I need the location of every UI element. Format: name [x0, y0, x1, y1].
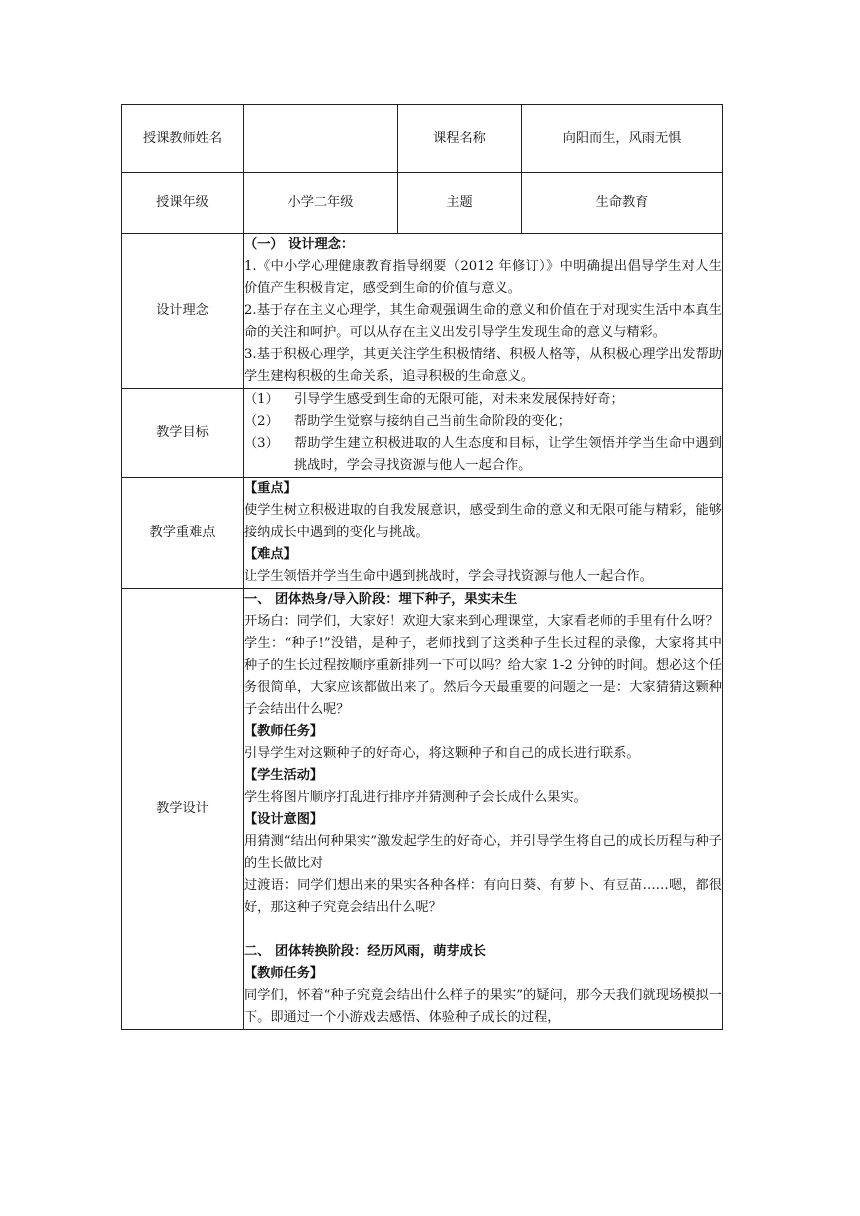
- theme-label: 主题: [398, 173, 522, 234]
- teacher-task-2-text: 同学们，怀着“种子究竟会结出什么样子的果实”的疑问，那今天我们就现场模拟一下。即通过一个小游戏去感悟、体验种子成长的过程，: [244, 988, 722, 1025]
- teaching-goals-content: [244, 389, 723, 478]
- key-point-text: 使学生树立积极进取的自我发展意识，感受到生命的意义和无限可能与精彩，能够接纳成长中遇到的变化与挑战。: [244, 503, 722, 540]
- student-reply: 学生：“种子!”没错，是种子，老师找到了这类种子生长过程的录像，大家将其中种子的生长过程按顺序重新排列一下可以吗？给大家 1-2 分钟的时间。想必这个任务很简单，大家应该都做出来了。然后今天最重要的问题之一是：大家猜猜这颗种子会结出什么呢？: [244, 636, 722, 717]
- goal-number: （3）: [244, 436, 279, 451]
- course-name-value: 向阳而生，风雨无惧: [522, 105, 723, 173]
- goal-text: 帮助学生建立积极进取的人生态度和目标，让学生领悟并学当生命中遇到挑战时，学会寻找资源与他人一起合作。: [294, 436, 722, 473]
- teacher-name-label: 授课教师姓名: [122, 105, 244, 173]
- teacher-task-2-heading: 【教师任务】: [244, 966, 324, 981]
- student-activity-text: 学生将图片顺序打乱进行排序并猜测种子会长成什么果实。: [244, 790, 587, 805]
- design-intent-text: 用猜测“结出何种果实”激发起学生的好奇心，并引导学生将自己的成长历程与种子的生长做比对: [244, 834, 722, 871]
- difficulty-heading: 【难点】: [244, 547, 297, 562]
- theme-value: 生命教育: [522, 173, 723, 234]
- course-name-label: 课程名称: [398, 105, 522, 173]
- design-concept-heading: （一） 设计理念：: [244, 237, 355, 252]
- grade-label: 授课年级: [122, 173, 244, 234]
- key-points-content: [244, 478, 723, 589]
- teaching-design-label: 教学设计: [122, 589, 244, 1030]
- key-point-heading: 【重点】: [244, 481, 297, 496]
- student-activity-heading: 【学生活动】: [244, 768, 324, 783]
- design-concept-item-3: 3.基于积极心理学，其更关注学生积极情绪、积极人格等，从积极心理学出发帮助学生建构积极的生命关系，追寻积极的生命意义。: [244, 347, 722, 384]
- paragraph-spacer: [244, 919, 722, 941]
- teacher-task-text: 引导学生对这颗种子的好奇心，将这颗种子和自己的成长进行联系。: [244, 746, 640, 761]
- teaching-goals-label: 教学目标: [122, 389, 244, 478]
- key-points-label: 教学重难点: [122, 478, 244, 589]
- transition-text: 过渡语：同学们想出来的果实各种各样：有向日葵、有萝卜、有豆苗……嗯，都很好，那这种子究竟会结出什么呢？: [244, 878, 722, 915]
- goal-number: （2）: [244, 414, 279, 429]
- stage-1-heading: 一、 团体热身/导入阶段：埋下种子，果实未生: [244, 592, 518, 607]
- design-concept-item-2: 2.基于存在主义心理学，其生命观强调生命的意义和价值在于对现实生活中本真生命的关注和呵护。可以从存在主义出发引导学生发现生命的意义与精彩。: [244, 303, 722, 340]
- goal-item: [244, 433, 722, 477]
- teacher-task-heading: 【教师任务】: [244, 724, 324, 739]
- opening-remarks: 开场白：同学们，大家好！欢迎大家来到心理课堂，大家看老师的手里有什么呀？: [244, 614, 719, 629]
- goal-text: 引导学生感受到生命的无限可能，对未来发展保持好奇；: [294, 392, 624, 407]
- goal-item: [244, 389, 722, 411]
- stage-2-heading: 二、 团体转换阶段：经历风雨，萌芽成长: [244, 944, 486, 959]
- row-teacher-course: [122, 105, 723, 173]
- row-design-concept: [122, 234, 723, 389]
- goal-text: 帮助学生觉察与接纳自己当前生命阶段的变化；: [294, 414, 571, 429]
- grade-value: 小学二年级: [244, 173, 398, 234]
- design-concept-content: [244, 234, 723, 389]
- lesson-plan-table: [121, 104, 723, 1030]
- row-teaching-goals: [122, 389, 723, 478]
- design-concept-label: 设计理念: [122, 234, 244, 389]
- row-key-points: [122, 478, 723, 589]
- teaching-design-content: [244, 589, 723, 1030]
- goal-number: （1）: [244, 392, 279, 407]
- teacher-name-value: [244, 105, 398, 173]
- design-intent-heading: 【设计意图】: [244, 812, 324, 827]
- row-teaching-design: [122, 589, 723, 1030]
- design-concept-item-1: 1.《中小学心理健康教育指导纲要（2012 年修订）》中明确提出倡导学生对人生价值产生积极肯定，感受到生命的价值与意义。: [244, 259, 722, 296]
- goal-item: [244, 411, 722, 433]
- row-grade-theme: [122, 173, 723, 234]
- difficulty-text: 让学生领悟并学当生命中遇到挑战时，学会寻找资源与他人一起合作。: [244, 569, 653, 584]
